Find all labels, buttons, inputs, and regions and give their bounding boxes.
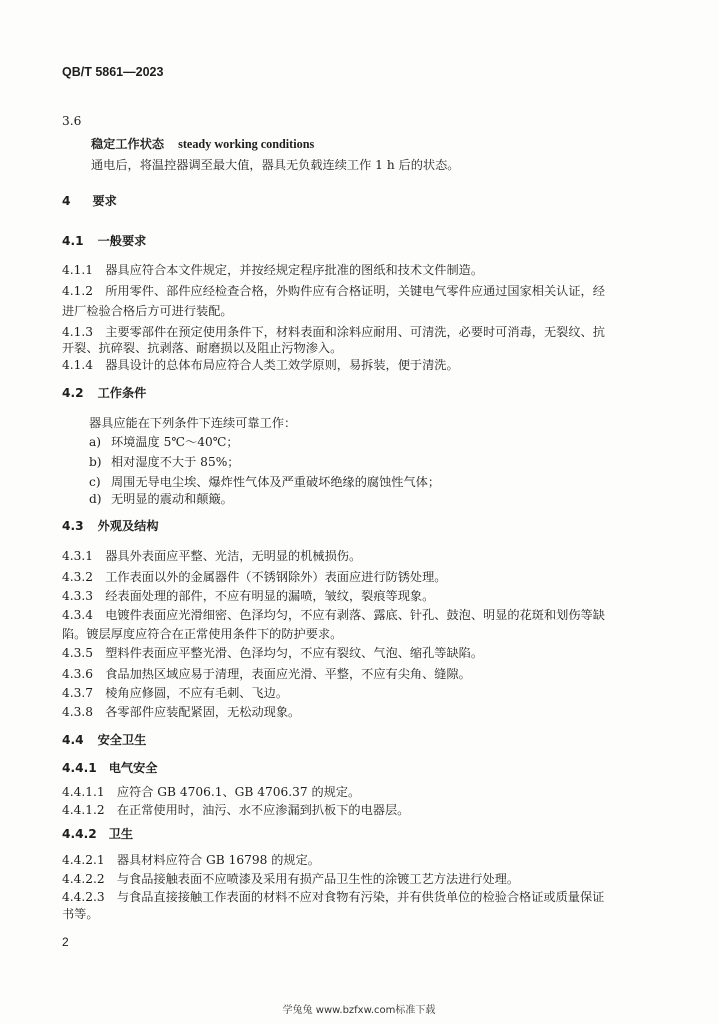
conditions-intro: 器具应能在下列条件下连续可靠工作：	[89, 416, 297, 430]
paragraph-4-1-2-line1: 4.1.2 所用零件、部件应经检查合格，外购件应有合格证明，关键电气零件应通过国家相关认证，经	[62, 284, 605, 298]
standard-code: QB/T 5861—2023	[62, 65, 164, 79]
section-number: 4.1	[62, 234, 84, 248]
paragraph-4-3-8: 4.3.8 各零部件应装配紧固，无松动现象。	[62, 705, 301, 719]
list-text: 环境温度 5℃～40℃；	[111, 435, 239, 449]
section-4-4-2-heading	[62, 826, 133, 842]
paragraph-4-1-3-line1: 4.1.3 主要零部件在预定使用条件下，材料表面和涂料应耐用、可清洗，必要时可消毒，无裂纹、抗	[62, 325, 605, 339]
list-marker: c)	[89, 475, 101, 489]
list-marker: b)	[89, 455, 102, 469]
section-4-4-heading	[62, 732, 146, 748]
list-item	[89, 434, 239, 450]
section-4-4-1-heading	[62, 760, 157, 776]
paragraph-4-4-2-3-line2: 书等。	[62, 907, 99, 921]
section-number: 4.4.1	[62, 761, 97, 775]
section-number: 4.3	[62, 519, 84, 533]
section-number: 4.2	[62, 386, 84, 400]
paragraph-4-3-2: 4.3.2 工作表面以外的金属器件（不锈钢除外）表面应进行防锈处理。	[62, 570, 447, 584]
paragraph-4-1-3-line2: 开裂、抗碎裂、抗剥落、耐磨损以及阻止污物渗入。	[62, 341, 343, 355]
list-item	[89, 491, 233, 507]
paragraph-4-3-3: 4.3.3 经表面处理的部件，不应有明显的漏喷，皱纹，裂痕等现象。	[62, 589, 435, 603]
paragraph-4-3-5: 4.3.5 塑料件表面应平整光滑、色泽均匀，不应有裂纹、气泡、缩孔等缺陷。	[62, 646, 484, 660]
list-item	[89, 454, 240, 470]
term-english: steady working conditions	[178, 137, 315, 151]
section-4-2-heading	[62, 385, 146, 401]
paragraph-4-3-4-line1: 4.3.4 电镀件表面应光滑细密、色泽均匀，不应有剥落、露底、针孔、鼓泡、明显的花斑和划伤等缺	[62, 608, 605, 622]
term-definition: 通电后，将温控器调至最大值，器具无负载连续工作 1 h 后的状态。	[91, 158, 460, 172]
term-chinese: 稳定工作状态	[91, 137, 165, 151]
section-title: 外观及结构	[97, 519, 159, 533]
list-marker: d)	[89, 492, 102, 506]
paragraph-4-1-4: 4.1.4 器具设计的总体布局应符合人类工效学原则，易拆装，便于清洗。	[62, 358, 459, 372]
section-number: 4	[62, 194, 71, 208]
list-text: 周围无导电尘埃、爆炸性气体及严重破坏绝缘的腐蚀性气体；	[111, 475, 441, 489]
page-number: 2	[62, 935, 69, 949]
list-text: 无明显的震动和颠簸。	[111, 492, 233, 506]
paragraph-4-4-1-2: 4.4.1.2 在正常使用时，油污、水不应渗漏到扒板下的电器层。	[62, 803, 410, 817]
section-title: 要求	[92, 194, 117, 208]
section-title: 安全卫生	[97, 733, 147, 747]
term-heading	[91, 136, 314, 152]
section-title: 卫生	[108, 827, 134, 841]
section-4-heading	[62, 193, 117, 209]
section-4-1-heading	[62, 233, 146, 249]
paragraph-4-3-1: 4.3.1 器具外表面应平整、光洁，无明显的机械损伤。	[62, 549, 362, 563]
paragraph-4-1-1: 4.1.1 器具应符合本文件规定，并按经规定程序批准的图纸和技术文件制造。	[62, 263, 484, 277]
paragraph-4-4-1-1: 4.4.1.1 应符合 GB 4706.1、GB 4706.37 的规定。	[62, 785, 361, 799]
section-title: 工作条件	[97, 386, 147, 400]
paragraph-4-3-7: 4.3.7 棱角应修圆，不应有毛刺、飞边。	[62, 686, 289, 700]
paragraph-4-3-6: 4.3.6 食品加热区域应易于清理，表面应光滑、平整，不应有尖角、缝隙。	[62, 667, 471, 681]
section-4-3-heading	[62, 518, 159, 534]
paragraph-4-4-2-2: 4.4.2.2 与食品接触表面不应喷漆及采用有损产品卫生性的涂镀工艺方法进行处理。	[62, 872, 520, 886]
section-number: 4.4.2	[62, 827, 97, 841]
list-item	[89, 474, 441, 490]
section-title: 一般要求	[97, 234, 147, 248]
section-title: 电气安全	[108, 761, 158, 775]
paragraph-4-1-2-line2: 进厂检验合格后方可进行装配。	[62, 304, 233, 318]
section-number-3-6: 3.6	[62, 114, 82, 128]
paragraph-4-4-2-1: 4.4.2.1 器具材料应符合 GB 16798 的规定。	[62, 853, 320, 867]
paragraph-4-3-4-line2: 陷。镀层厚度应符合在正常使用条件下的防护要求。	[62, 627, 343, 641]
section-number: 4.4	[62, 733, 84, 747]
list-text: 相对湿度不大于 85%；	[111, 455, 240, 469]
paragraph-4-4-2-3-line1: 4.4.2.3 与食品直接接触工作表面的材料不应对食物有污染，并有供货单位的检验合格证或质量保证	[62, 890, 605, 904]
footer-watermark: 学兔兔 www.bzfxw.com标准下载	[282, 1005, 436, 1016]
list-marker: a)	[89, 435, 102, 449]
